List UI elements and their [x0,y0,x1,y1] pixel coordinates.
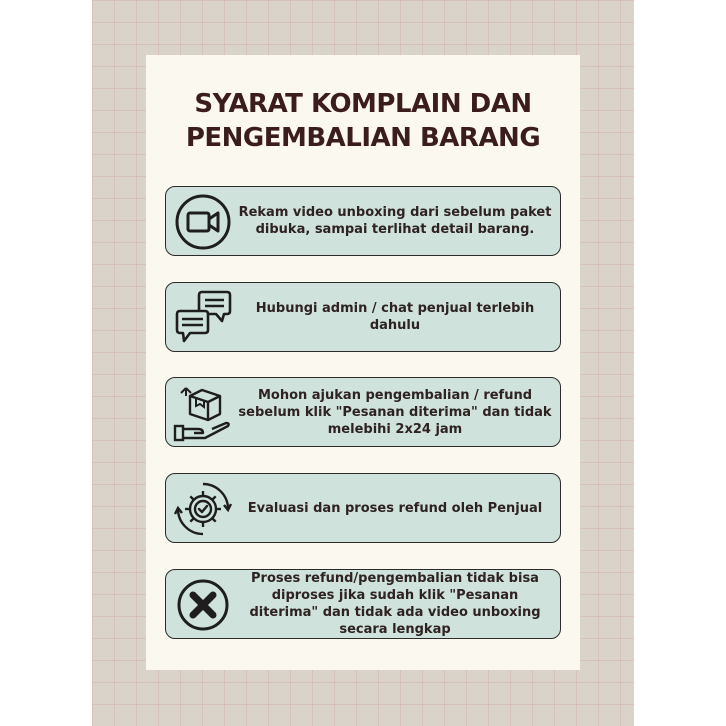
step-text: Hubungi admin / chat penjual terlebih dahulu [255,301,535,333]
step-record-video [165,186,561,256]
step-text: Evaluasi dan proses refund oleh Penjual [247,500,543,516]
page-title [146,87,580,155]
step-text: Rekam video unboxing dari sebelum paket dibuka, sampai terlihat detail barang. [238,205,552,237]
info-card [146,55,580,670]
video-camera-icon [172,191,234,253]
step-request-refund [165,377,561,447]
title-line-1: SYARAT KOMPLAIN DAN [194,89,532,119]
step-contact-seller [165,282,561,352]
x-circle-icon [172,574,234,636]
title-line-2: PENGEMBALIAN BARANG [185,123,541,153]
step-text: Mohon ajukan pengembalian / refund sebelum klik "Pesanan diterima" dan tidak melebihi 2x24 jam [238,387,552,437]
package-return-icon [172,382,234,444]
step-refund-not-processed [165,569,561,639]
gear-check-icon [172,478,234,540]
step-text: Proses refund/pengembalian tidak bisa diproses jika sudah klik "Pesanan diterima" dan tidak ada video unboxing secara lengkap [249,571,541,637]
step-evaluation [165,473,561,543]
chat-bubbles-icon [172,287,234,349]
